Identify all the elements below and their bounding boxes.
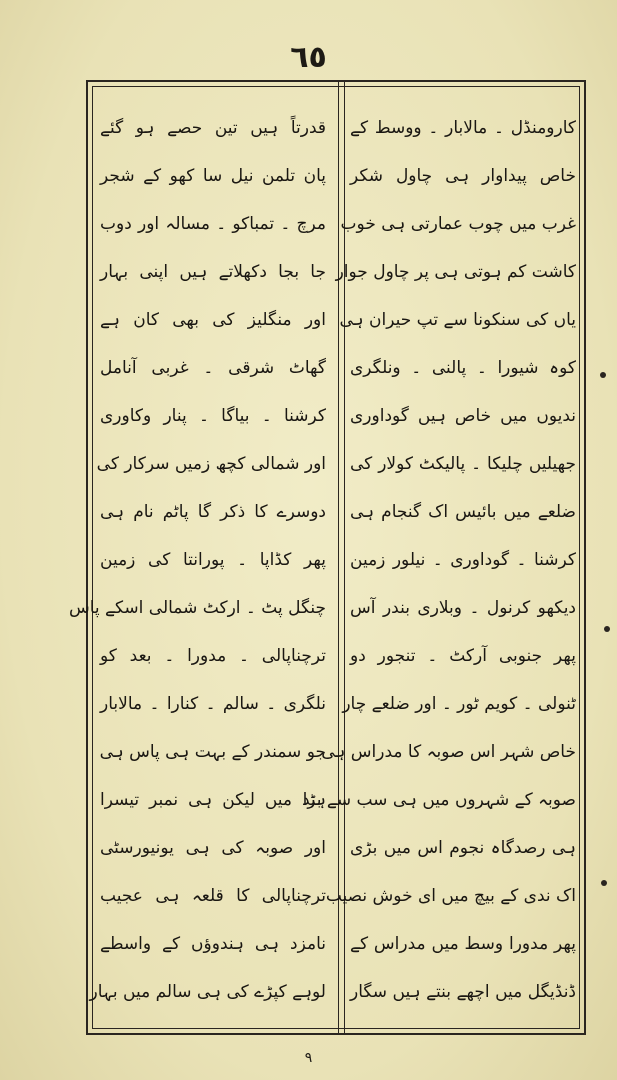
verse-line: پھر کڈاپا ۔ پورانتا کی زمین [100, 550, 326, 570]
verse-line: چنگل پٹ ۔ ارکٹ شمالی اسکے پاس [68, 598, 326, 618]
verse-line: کوہ شیورا ۔ پالنی ۔ ونلگری [350, 358, 576, 378]
verse-line: اور صوبہ کی ہی یونیورسٹی [100, 838, 326, 858]
verse-line: نامزد ہی ہندوؤں کے واسطے [100, 934, 326, 954]
verse-line: اور منگلیز کی بھی کان ہے [100, 310, 326, 330]
verse-line: گھاٹ شرقی ۔ غربی آنامل [100, 358, 326, 378]
verse-line: دیکھو کرنول ۔ وبلاری بندر آس [350, 598, 576, 618]
binding-hole-mark [600, 372, 606, 378]
binding-hole-mark [601, 880, 607, 886]
text-frame [68, 80, 586, 1035]
verse-line: ہی رصدگاہ نجوم اس میں بڑی [350, 838, 576, 858]
verse-line: پان تلمن نیل سا کھو کے شجر [100, 166, 326, 186]
verse-line: خاص پیداوار ہی چاول شکر [350, 166, 576, 186]
verse-line: کرشنا ۔ گوداوری ۔ نیلور زمین [350, 550, 576, 570]
verse-line: یاں کی سنکونا سے تپ حیران ہی [339, 310, 576, 330]
signature-mark: ٩ [304, 1050, 313, 1066]
verse-line: مرچ ۔ تمباکو ۔ مسالہ اور دوب [100, 214, 326, 234]
verse-line: ندیوں میں خاص ہیں گوداوری [350, 406, 576, 426]
verse-line: لوہے کپڑے کی ہی سالم میں بہار [89, 982, 326, 1002]
verse-line: ڈنڈیگل میں اچھے بنتے ہیں سگار [350, 982, 576, 1002]
verse-line: دوسرے کا ذکر گا پاٹم نام ہی [100, 502, 326, 522]
verse-line: غرب میں چوب عمارتی ہی خوب [340, 214, 576, 234]
verse-line: ترچناپالی کا قلعہ ہی عجیب [100, 886, 326, 906]
verse-line: کارومنڈل ۔ مالابار ۔ ووسط کے [350, 118, 576, 138]
verse-line: جا بجا دکھلاتے ہیں اپنی بہار [100, 262, 326, 282]
verse-line: اک ندی کے بیچ میں ای خوش نصیب [325, 886, 576, 906]
verse-line: اور شمالی کچھ زمیں سرکار کی [96, 454, 326, 474]
verse-line: پھر جنوبی آرکٹ ۔ تنجور دو [350, 646, 576, 666]
verse-line: جو سمندر کے بہت ہی پاس ہی [99, 742, 326, 762]
verse-line: صوبہ کے شہروں میں ہی سب سے بڑا [302, 790, 576, 810]
verse-line: پھر مدورا وسط میں مدراس کے [350, 934, 576, 954]
binding-hole-mark [604, 626, 610, 632]
verse-line: جھیلیں چلیکا ۔ پالیکٹ کولار کی [350, 454, 576, 474]
verse-line: ترچناپالی ۔ مدورا ۔ بعد کو [100, 646, 326, 666]
verse-line: نلگری ۔ سالم ۔ کنارا ۔ مالابار [100, 694, 326, 714]
verse-line: خاص شہر اس صوبہ کا مدراس ہی [321, 742, 576, 762]
left-column [68, 104, 326, 1016]
page-number: ٦٥ [290, 40, 327, 75]
verse-line: ٹنولی ۔ کویم ٹور ۔ اور ضلعے چار [342, 694, 576, 714]
verse-line: کرشنا ۔ بیاگا ۔ پنار وکاوری [100, 406, 326, 426]
verse-line: ضلعے میں بائیس اک گنجام ہی [350, 502, 576, 522]
verse-line: کاشت کم ہوتی ہی پر چاول جوار [335, 262, 576, 282]
verse-line: قدرتاً ہیں تین حصے ہو گئے [100, 118, 326, 138]
verse-line: ہند میں لیکن ہی نمبر تیسرا [100, 790, 326, 810]
right-column [302, 104, 576, 1016]
